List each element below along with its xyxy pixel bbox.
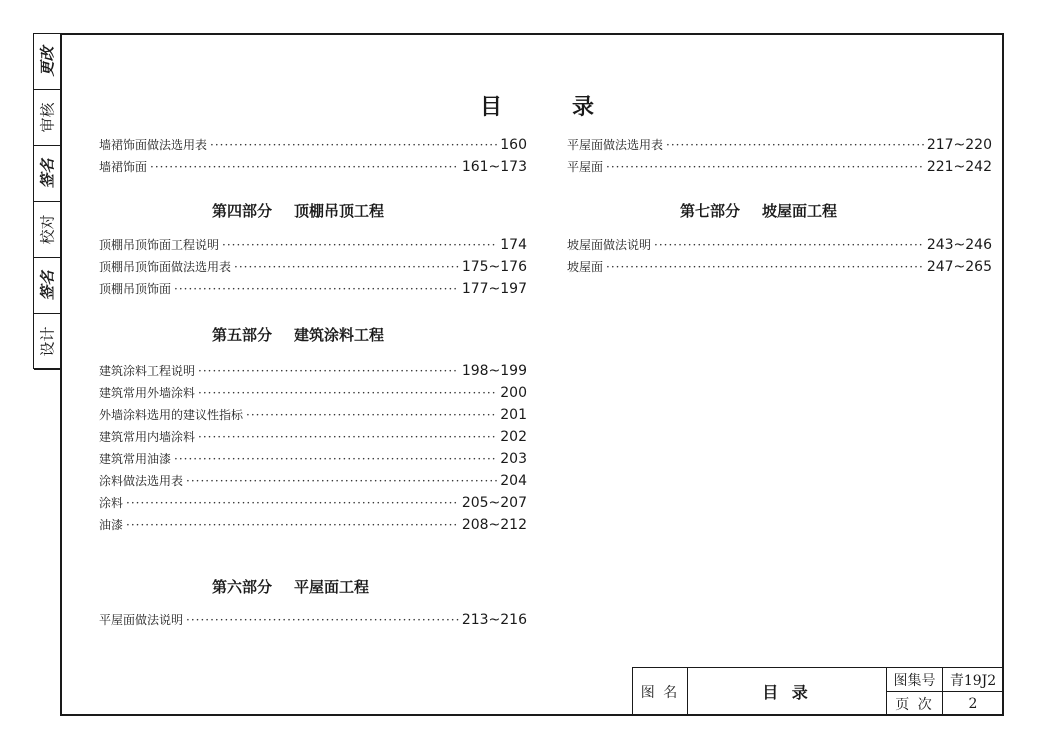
toc-row[interactable] bbox=[99, 406, 527, 428]
toc-page: 160 bbox=[500, 137, 527, 153]
leader-dots bbox=[174, 282, 459, 296]
toc-label: 平屋面做法选用表 bbox=[567, 138, 664, 152]
section-name: 建筑涂料工程 bbox=[294, 326, 385, 344]
toc-row[interactable] bbox=[99, 428, 527, 450]
section-name: 平屋面工程 bbox=[294, 578, 370, 596]
toc-label: 涂料 bbox=[99, 496, 124, 510]
toc-page: 213~216 bbox=[461, 612, 527, 628]
toc-label: 顶棚吊顶饰面工程说明 bbox=[99, 238, 220, 252]
atlas-number-value: 青19J2 bbox=[943, 668, 1003, 692]
toc-page: 205~207 bbox=[461, 495, 527, 511]
strip-text: 设计 bbox=[38, 326, 57, 357]
leader-dots bbox=[606, 160, 924, 174]
toc-right-group0 bbox=[567, 136, 992, 180]
signature-strip bbox=[33, 33, 60, 369]
section-part: 第五部分 bbox=[212, 326, 273, 344]
toc-page: 177~197 bbox=[461, 281, 527, 297]
section-name: 顶棚吊顶工程 bbox=[294, 202, 385, 220]
toc-label: 外墙涂料选用的建议性指标 bbox=[99, 408, 244, 422]
strip-cell-signature bbox=[34, 258, 60, 314]
section-heading-5 bbox=[212, 324, 384, 345]
toc-row[interactable] bbox=[567, 158, 992, 180]
toc-right-group7 bbox=[567, 236, 992, 280]
strip-text: 更改 bbox=[38, 46, 57, 77]
leader-dots bbox=[234, 260, 459, 274]
leader-dots bbox=[186, 613, 459, 627]
toc-row[interactable] bbox=[99, 236, 527, 258]
toc-page: 247~265 bbox=[926, 259, 992, 275]
leader-dots bbox=[150, 160, 459, 174]
drawing-name-label: 图 名 bbox=[640, 684, 680, 701]
leader-dots bbox=[174, 452, 497, 466]
leader-dots bbox=[186, 474, 497, 488]
strip-text: 签名 bbox=[38, 270, 57, 301]
toc-row[interactable] bbox=[567, 258, 992, 280]
toc-left-group4 bbox=[99, 236, 527, 302]
strip-cell-design bbox=[34, 314, 60, 370]
page-number-label: 页 次 bbox=[895, 696, 934, 713]
toc-page: 243~246 bbox=[926, 237, 992, 253]
toc-page: 203 bbox=[500, 451, 527, 467]
toc-page: 204 bbox=[500, 473, 527, 489]
toc-page: 200 bbox=[500, 385, 527, 401]
toc-label: 油漆 bbox=[99, 518, 124, 532]
toc-label: 坡屋面做法说明 bbox=[567, 238, 652, 252]
toc-label: 建筑涂料工程说明 bbox=[99, 364, 196, 378]
atlas-number-label: 图集号 bbox=[887, 668, 942, 692]
page-number-value: 2 bbox=[968, 695, 978, 712]
leader-dots bbox=[606, 260, 924, 274]
toc-row[interactable] bbox=[99, 516, 527, 538]
toc-row[interactable] bbox=[567, 136, 992, 158]
toc-page: 198~199 bbox=[461, 363, 527, 379]
toc-label: 涂料做法选用表 bbox=[99, 474, 184, 488]
title-block bbox=[632, 667, 1004, 716]
toc-page: 201 bbox=[500, 407, 527, 423]
toc-row[interactable] bbox=[567, 236, 992, 258]
toc-label: 建筑常用油漆 bbox=[99, 452, 172, 466]
toc-row[interactable] bbox=[99, 280, 527, 302]
leader-dots bbox=[198, 364, 459, 378]
section-part: 第七部分 bbox=[680, 202, 741, 220]
toc-row[interactable] bbox=[99, 362, 527, 384]
section-heading-6 bbox=[212, 576, 369, 597]
toc-left-group0 bbox=[99, 136, 527, 180]
leader-dots bbox=[126, 496, 459, 510]
drawing-name-value: 目 录 bbox=[762, 683, 812, 702]
toc-label: 平屋面做法说明 bbox=[99, 613, 184, 627]
toc-row[interactable] bbox=[99, 472, 527, 494]
leader-dots bbox=[198, 430, 497, 444]
toc-label: 顶棚吊顶饰面 bbox=[99, 282, 172, 296]
strip-cell-check bbox=[34, 202, 60, 258]
toc-label: 坡屋面 bbox=[567, 260, 604, 274]
leader-dots bbox=[246, 408, 497, 422]
strip-cell-signature bbox=[34, 146, 60, 202]
toc-label: 顶棚吊顶饰面做法选用表 bbox=[99, 260, 232, 274]
toc-page: 221~242 bbox=[926, 159, 992, 175]
toc-row[interactable] bbox=[99, 384, 527, 406]
toc-label: 墙裙饰面 bbox=[99, 160, 148, 174]
toc-page: 208~212 bbox=[461, 517, 527, 533]
toc-page: 174 bbox=[500, 237, 527, 253]
strip-cell-review bbox=[34, 90, 60, 146]
section-heading-4 bbox=[212, 200, 384, 221]
toc-row[interactable] bbox=[99, 158, 527, 180]
toc-label: 建筑常用外墙涂料 bbox=[99, 386, 196, 400]
leader-dots bbox=[198, 386, 497, 400]
leader-dots bbox=[210, 138, 497, 152]
strip-text: 校对 bbox=[38, 214, 57, 245]
toc-row[interactable] bbox=[99, 611, 527, 633]
strip-text: 签名 bbox=[38, 158, 57, 189]
strip-text: 审核 bbox=[38, 102, 57, 133]
toc-page: 175~176 bbox=[461, 259, 527, 275]
toc-left-group5 bbox=[99, 362, 527, 538]
leader-dots bbox=[222, 238, 497, 252]
section-heading-7 bbox=[680, 200, 837, 221]
leader-dots bbox=[126, 518, 459, 532]
toc-label: 墙裙饰面做法选用表 bbox=[99, 138, 208, 152]
section-part: 第四部分 bbox=[212, 202, 273, 220]
toc-page: 202 bbox=[500, 429, 527, 445]
toc-row[interactable] bbox=[99, 450, 527, 472]
leader-dots bbox=[666, 138, 924, 152]
toc-label: 平屋面 bbox=[567, 160, 604, 174]
toc-page: 217~220 bbox=[926, 137, 992, 153]
leader-dots bbox=[654, 238, 924, 252]
toc-row[interactable] bbox=[99, 494, 527, 516]
section-name: 坡屋面工程 bbox=[762, 202, 838, 220]
toc-label: 建筑常用内墙涂料 bbox=[99, 430, 196, 444]
toc-left-group6 bbox=[99, 611, 527, 633]
strip-cell-change bbox=[34, 34, 60, 90]
toc-page: 161~173 bbox=[461, 159, 527, 175]
toc-row[interactable] bbox=[99, 136, 527, 158]
section-part: 第六部分 bbox=[212, 578, 273, 596]
title-char-right: 录 bbox=[572, 95, 595, 120]
toc-row[interactable] bbox=[99, 258, 527, 280]
title-char-left: 目 bbox=[480, 95, 503, 120]
